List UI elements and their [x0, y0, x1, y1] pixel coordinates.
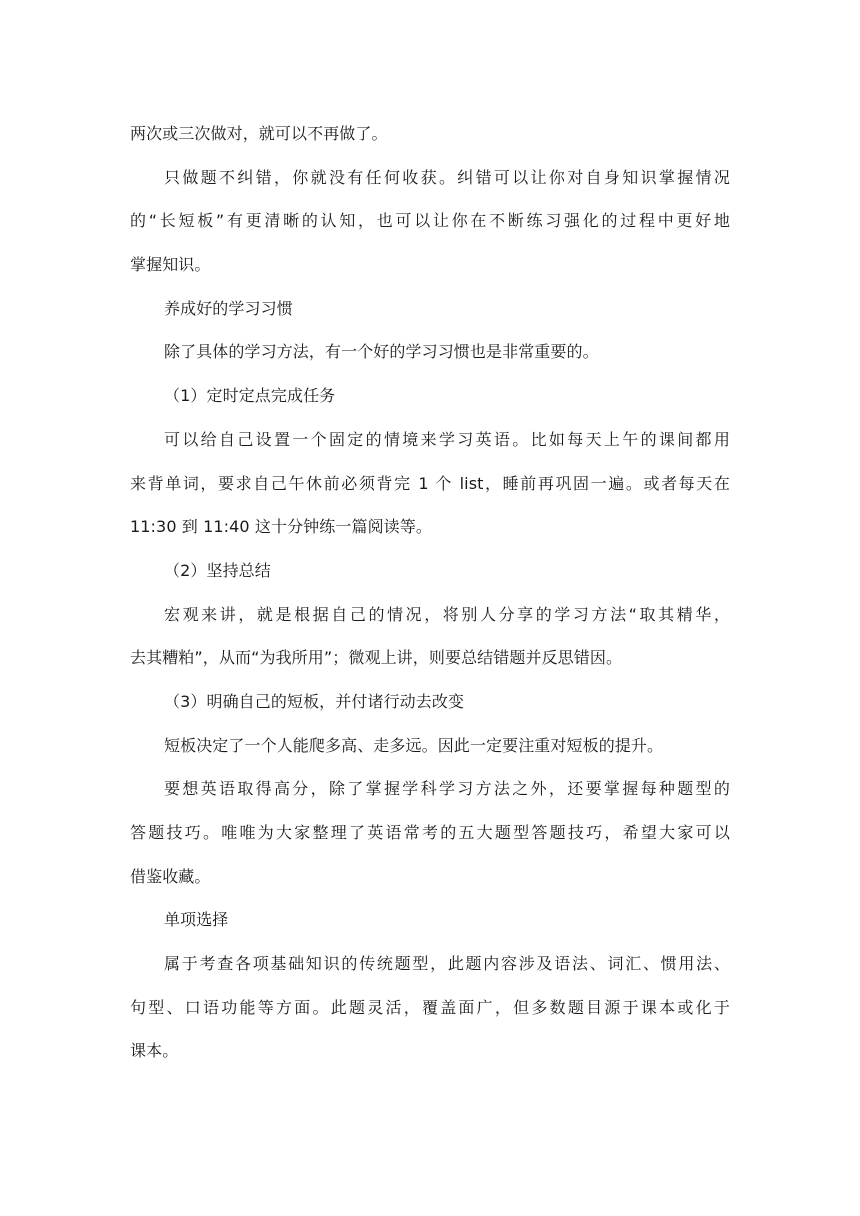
subheading: （1）定时定点完成任务 — [164, 386, 336, 406]
paragraph-line: 答题技巧。唯唯为大家整理了英语常考的五大题型答题技巧，希望大家可以 — [130, 823, 730, 842]
paragraph-line: 去其糟粕”，从而“为我所用”；微观上讲，则要总结错题并反思错因。 — [130, 648, 623, 668]
subheading: （2）坚持总结 — [164, 560, 271, 580]
paragraph-line: 短板决定了一个人能爬多高、走多远。因此一定要注重对短板的提升。 — [164, 735, 664, 755]
paragraph-line: 句型、口语功能等方面。此题灵活，覆盖面广，但多数题目源于课本或化于 — [130, 997, 730, 1017]
paragraph-line: 两次或三次做对，就可以不再做了。 — [130, 124, 388, 143]
paragraph-line: 11:30 到 11:40 这十分钟练一篇阅读等。 — [130, 517, 432, 537]
paragraph-line: 可以给自己设置一个固定的情境来学习英语。比如每天上午的课间都用 — [164, 429, 730, 449]
section-heading: 单项选择 — [164, 910, 229, 930]
section-heading: 养成好的学习习惯 — [164, 298, 293, 318]
paragraph-line: 掌握知识。 — [130, 255, 211, 275]
paragraph-line: 课本。 — [130, 1041, 179, 1061]
document-body — [130, 112, 730, 1073]
paragraph-line: 只做题不纠错，你就没有任何收获。纠错可以让你对自身知识掌握情况 — [164, 167, 730, 187]
paragraph-line: 的“长短板”有更清晰的认知，也可以让你在不断练习强化的过程中更好地 — [130, 211, 730, 231]
paragraph-line: 来背单词，要求自己午休前必须背完 1 个 list，睡前再巩固一遍。或者每天在 — [130, 473, 730, 493]
paragraph-line: 借鉴收藏。 — [130, 866, 211, 886]
subheading: （3）明确自己的短板，并付诸行动去改变 — [164, 691, 465, 711]
paragraph-line: 宏观来讲，就是根据自己的情况，将别人分享的学习方法“取其精华， — [164, 604, 730, 624]
paragraph-line: 除了具体的学习方法，有一个好的学习习惯也是非常重要的。 — [164, 342, 599, 362]
paragraph-line: 要想英语取得高分，除了掌握学科学习方法之外，还要掌握每种题型的 — [164, 779, 730, 799]
paragraph-line: 属于考查各项基础知识的传统题型，此题内容涉及语法、词汇、惯用法、 — [164, 954, 730, 974]
